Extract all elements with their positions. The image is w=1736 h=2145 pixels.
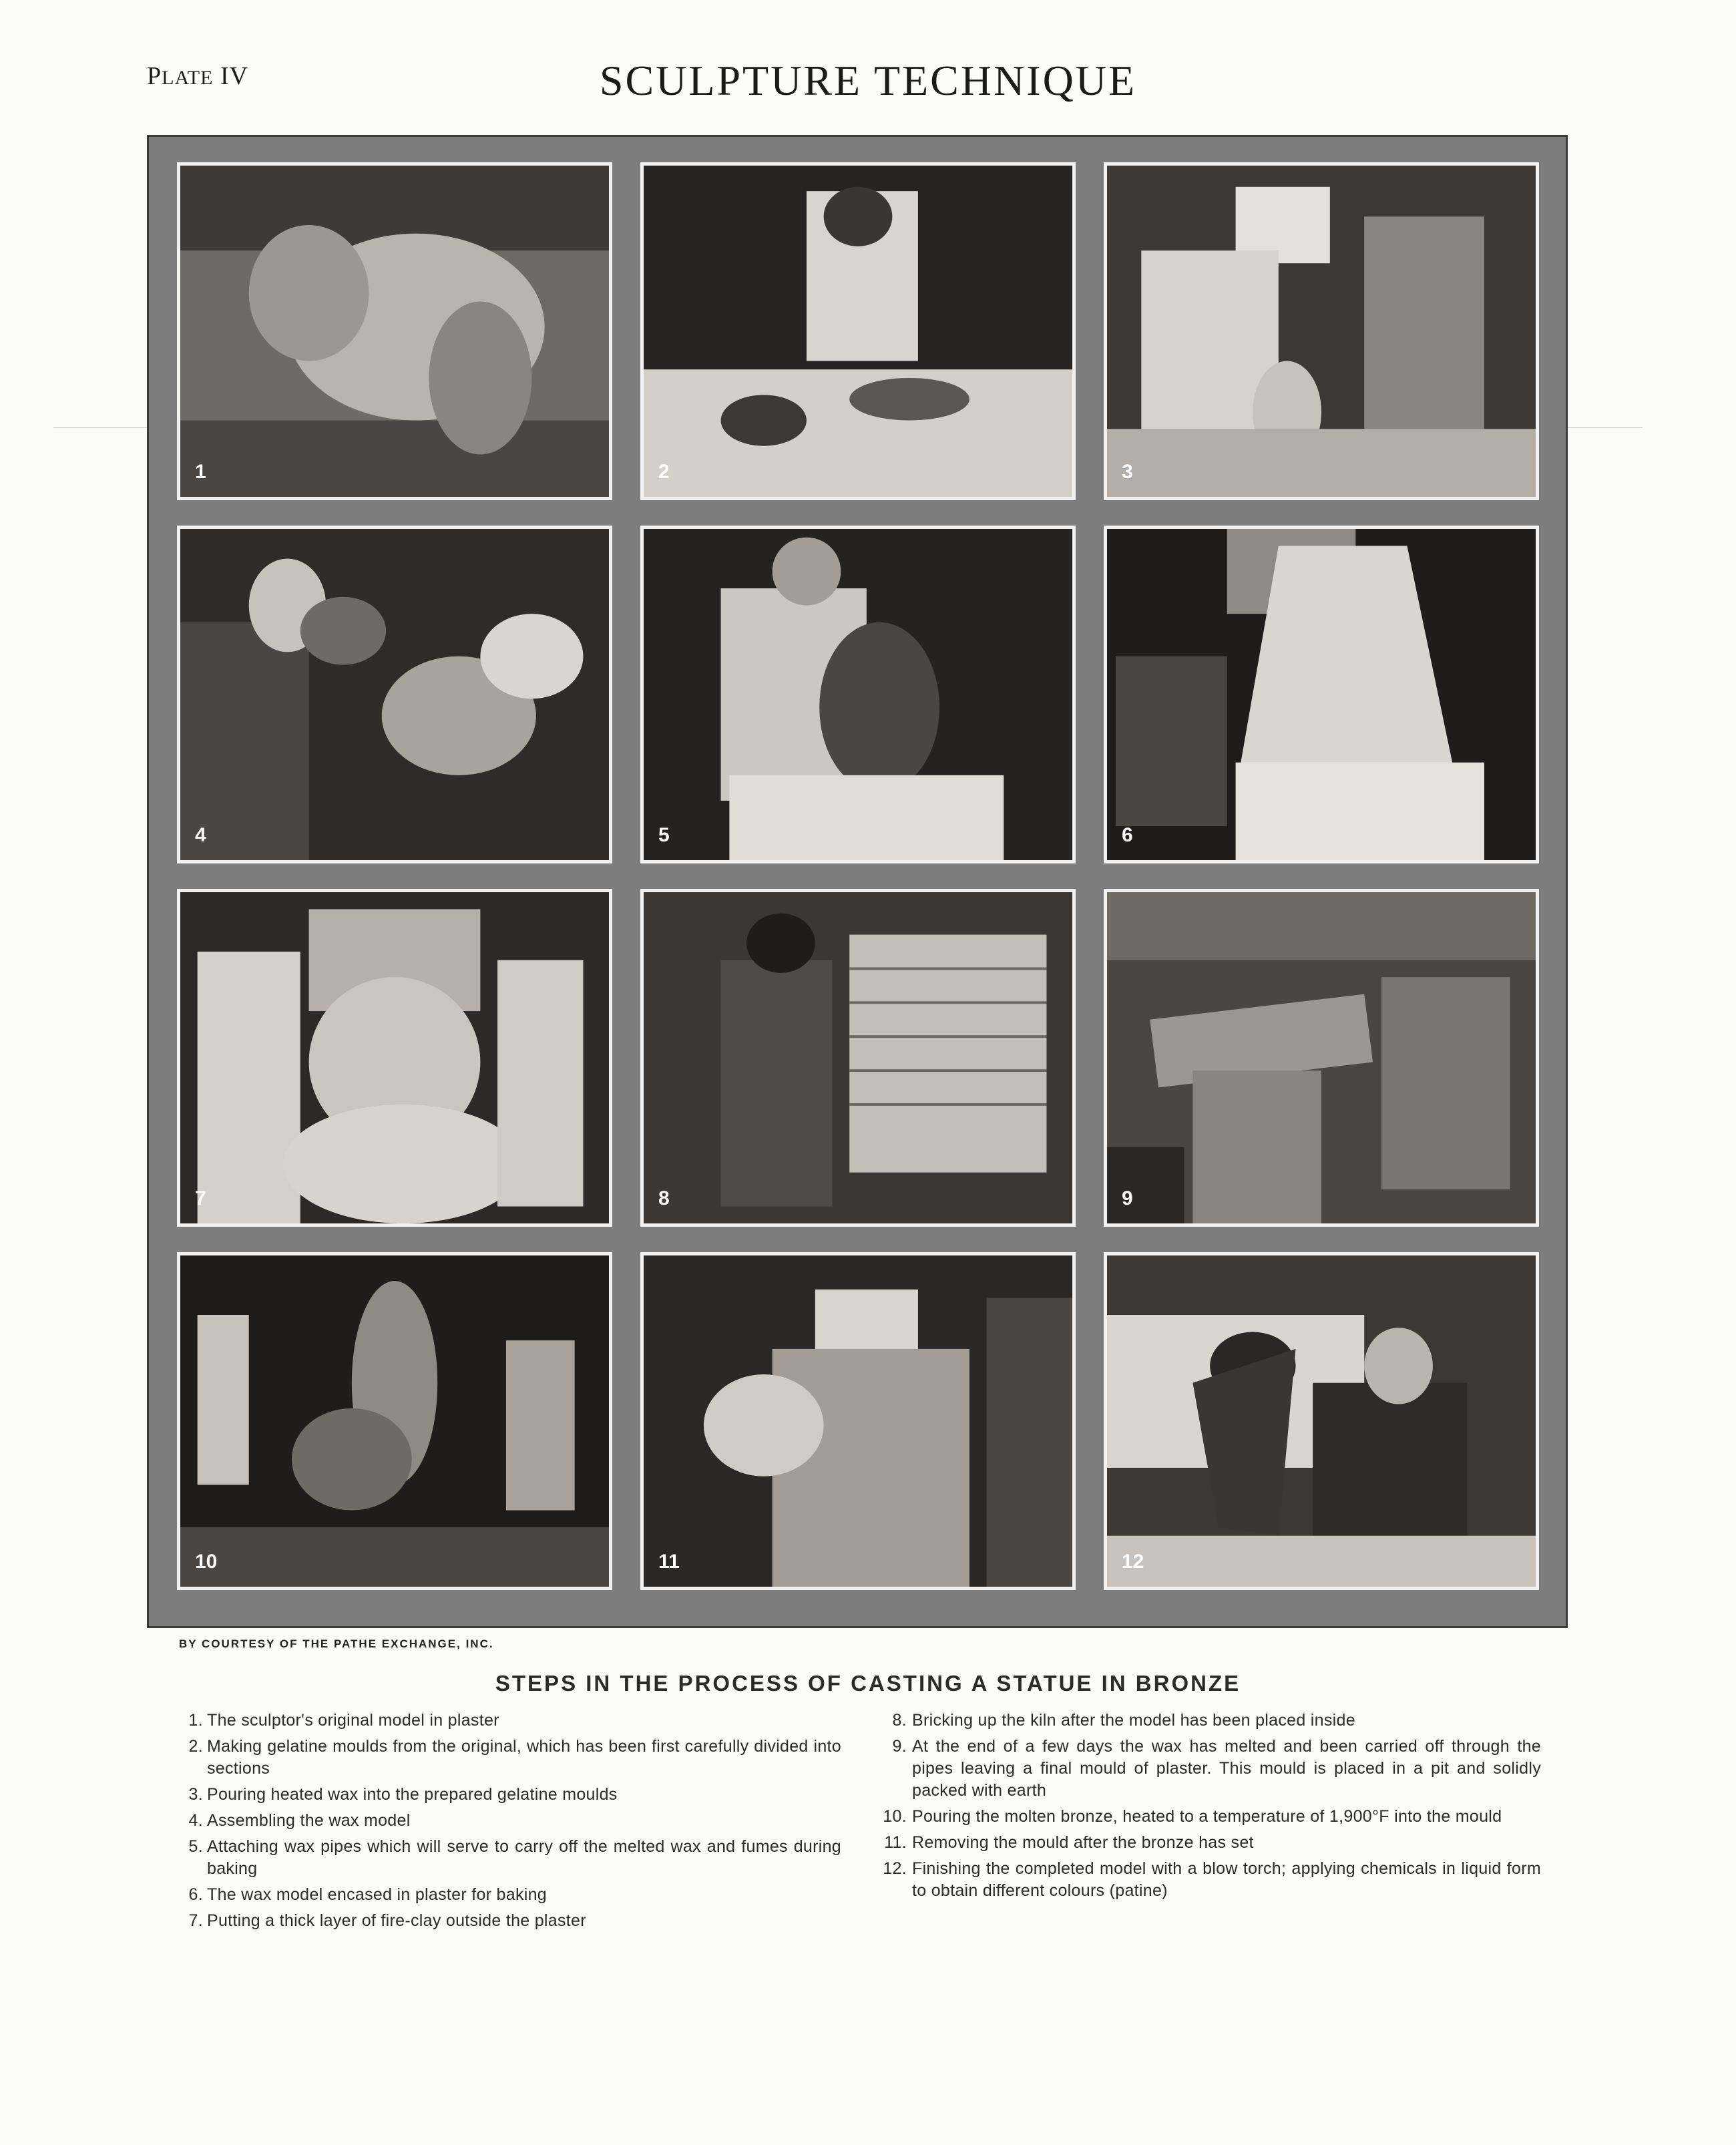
photo-9-mould-in-pit: [1104, 889, 1539, 1227]
list-item: 3. Pouring heated wax into the prepared gelatine moulds: [188, 1785, 618, 1804]
photo-number: 8: [658, 1187, 670, 1209]
list-item: 6. The wax model encased in plaster for baking: [188, 1885, 548, 1904]
list-item: 1. The sculptor's original model in plaster: [188, 1711, 499, 1730]
list-item: 10. Pouring the molten bronze, heated to a temperature of 1,900°F into the mould: [883, 1807, 1502, 1826]
page-title: SCULPTURE TECHNIQUE: [599, 57, 1137, 104]
photo-1-plaster-model: [177, 162, 612, 500]
steps-list-left: [174, 1710, 841, 1936]
list-item: 7. Putting a thick layer of fire-clay outside the plaster: [188, 1911, 586, 1930]
photo-3-pouring-wax: [1104, 162, 1539, 500]
photo-number: 4: [195, 824, 206, 846]
list-item: 11. Removing the mould after the bronze has set: [884, 1833, 1254, 1852]
photo-11-removing-mould: [640, 1252, 1076, 1590]
photo-7-fire-clay-layer: [177, 889, 612, 1227]
list-item: 9. At the end of a few days the wax has melted and been carried off through the pipes leaving a final mould of plaster. This mould is placed in a pit and solidly packed with earth: [892, 1737, 1541, 1800]
photo-10-pouring-bronze: [177, 1252, 612, 1590]
photo-5-attaching-wax-pipes: [640, 526, 1076, 863]
photo-6-encased-in-plaster: [1104, 526, 1539, 863]
caption-title: STEPS IN THE PROCESS OF CASTING A STATUE IN BRONZE: [495, 1671, 1241, 1696]
photo-number: 10: [195, 1551, 218, 1573]
photo-number: 2: [658, 461, 670, 483]
photo-number: 6: [1122, 824, 1133, 846]
list-item: 2. Making gelatine moulds from the original, which has been first carefully divided into sections: [188, 1737, 841, 1778]
photo-12-finishing-model: [1104, 1252, 1539, 1590]
steps-list-right: [873, 1710, 1541, 1906]
photo-number: 5: [658, 824, 670, 846]
list-item: 12. Finishing the completed model with a blow torch; applying chemicals in liquid form to obtain different colours (patine): [883, 1859, 1541, 1900]
photo-number: 9: [1122, 1187, 1133, 1209]
plate-label: PLATE IV: [147, 62, 249, 90]
photo-plate-frame: [147, 135, 1568, 1628]
photo-4-assembling-wax-model: [177, 526, 612, 863]
photo-number: 3: [1122, 461, 1133, 483]
photo-number: 11: [658, 1551, 680, 1573]
photo-number: 1: [195, 461, 206, 483]
list-item: 8. Bricking up the kiln after the model has been placed inside: [892, 1711, 1355, 1730]
photo-credit: BY COURTESY OF THE PATHE EXCHANGE, INC.: [179, 1637, 494, 1650]
list-item: 4. Assembling the wax model: [188, 1811, 411, 1830]
photo-number: 7: [195, 1187, 206, 1209]
photo-number: 12: [1122, 1551, 1144, 1573]
photo-8-bricking-kiln: [640, 889, 1076, 1227]
photo-2-gelatine-moulds: [640, 162, 1076, 500]
list-item: 5. Attaching wax pipes which will serve to carry off the melted wax and fumes during baking: [188, 1837, 841, 1878]
plate-number: IV: [220, 62, 249, 90]
